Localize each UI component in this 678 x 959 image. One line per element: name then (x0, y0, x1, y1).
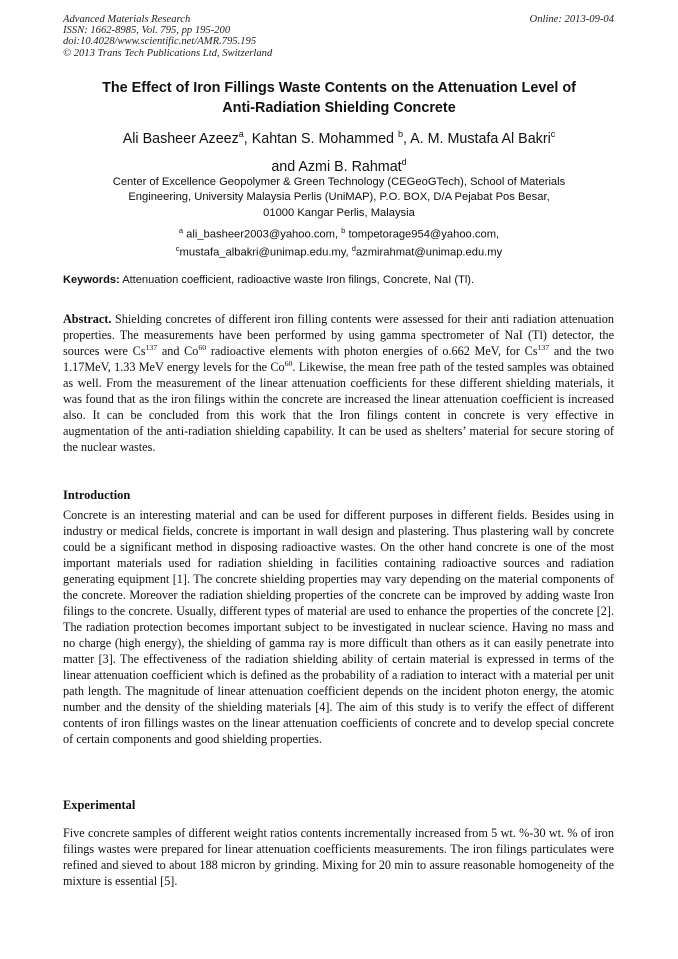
email-c: mustafa_albakri@unimap.edu.my, (179, 246, 352, 259)
superscript: 137 (537, 342, 550, 352)
title-line: Anti-Radiation Shielding Concrete (222, 99, 456, 116)
email-d: azmirahmat@unimap.edu.my (355, 246, 503, 259)
email-mark: d (351, 244, 356, 254)
email-mark: a (178, 226, 184, 235)
email-a: ali_basheer2003@yahoo.com, (186, 228, 342, 241)
superscript: 137 (145, 342, 158, 352)
email-line (64, 224, 614, 242)
superscript: 60 (284, 358, 293, 368)
copyright: © 2013 Trans Tech Publications Ltd, Switzerland (63, 47, 273, 59)
author-emails (64, 224, 614, 260)
author-name: Kahtan S. Mohammed (251, 130, 394, 147)
introduction-heading: Introduction (63, 488, 131, 502)
author-mark: d (401, 156, 407, 167)
abstract-text: Shielding concretes of different iron filling contents were assessed for their anti radiation attenuation properties. The measurements have been performed by using gamma spectrometer of NaI (Tl) detector, the sources were Cs (63, 312, 614, 358)
email-mark: b (341, 226, 346, 235)
affiliation-line: Engineering, University Malaysia Perlis (UniMAP), P.O. BOX, D/A Pejabat Pos Besar, (128, 191, 550, 204)
running-header (63, 14, 614, 59)
author-separator: , (402, 130, 411, 147)
abstract-text: and Co (157, 344, 199, 358)
introduction-body: Concrete is an interesting material and can be used for different purposes in different fields. Besides using in industry or medical fields, concrete is important in wall design and plastering. Thus plastering wall by concrete could be a significant method in disposing radioactive wastes. On the other hand concrete is one of the most important materials used for radiation shielding in facilities containing radioactive sources and radiation generating equipment [1]. The concrete shielding properties may vary depending on the material components of the concrete. Moreover the radiation shielding properties of the concrete can be improved by adding waste Iron filings to the concrete. Usually, different types of material are used to enhance the properties of the concrete [2]. The radiation protection becomes important subject to be investigated in nuclear science. Having no mass and no charge (high energy), the shielding of gamma ray is more difficult than others as it can easily penetrate into matter [3]. The effectiveness of the radiation shielding ability of certain material is expressed in terms of the linear attenuation coefficient which is defined as the probability of a radiation to interact with a material per unit path length. The magnitude of linear attenuation coefficient depends on the incident photon energy, the atomic number and the density of the shielding materials [4]. The aim of this study is to verify the effect of different contents of iron fillings wastes on the linear attenuation coefficients of concrete and to develop special concrete of certain components and good shielding properties. (63, 508, 614, 746)
experimental-heading: Experimental (63, 798, 136, 812)
author-mark: b (397, 129, 403, 139)
author-name: Azmi B. Rahmat (298, 158, 402, 175)
author-mark: a (238, 129, 244, 139)
affiliation-line: Center of Excellence Geopolymer & Green Technology (CEGeoGTech), School of Materials (112, 176, 566, 188)
keywords (63, 273, 614, 287)
author-name: A. M. Mustafa Al Bakri (410, 130, 551, 147)
doi: doi:10.4028/www.scientific.net/AMR.795.195 (63, 36, 257, 48)
abstract-text: . Likewise, the mean free path of the tested samples was obtained as well. From the measurement of the linear attenuation coefficients for these different shielding materials, it was found that as the iron filings within the concrete are increased the linear attenuation coefficient is increased also. It can be concluded from this work that the Iron filings content in concrete is very effective in augmentation of the anti-radiation shielding capability. It can be used as shelters’ material for secure storing of the nuclear wastes. (63, 360, 614, 454)
journal-name: Advanced Materials Research (63, 14, 191, 25)
author-line (56, 123, 622, 151)
email-mark: c (175, 244, 180, 254)
abstract-text: and the two 1.17MeV, 1.33 MeV energy levels for the Co (63, 344, 614, 374)
keywords-label: Keywords: (63, 274, 120, 286)
superscript: 60 (198, 342, 207, 352)
affiliation (64, 175, 614, 221)
author-separator: and (271, 158, 299, 175)
abstract-label: Abstract. (63, 312, 112, 326)
author-separator: , (243, 130, 252, 147)
online-date: Online: 2013-09-04 (529, 14, 614, 25)
author-list (56, 123, 622, 179)
issn-volume: ISSN: 1662-8985, Vol. 795, pp 195-200 (63, 25, 231, 37)
author-mark: c (550, 129, 556, 139)
abstract (63, 311, 614, 455)
author-name: Ali Basheer Azeez (122, 130, 239, 147)
keywords-text: Attenuation coefficient, radioactive waste Iron filings, Concrete, NaI (Tl). (122, 274, 475, 286)
email-line (64, 242, 614, 260)
title-line: The Effect of Iron Fillings Waste Contents on the Attenuation Level of (102, 80, 576, 96)
experimental-body: Five concrete samples of different weight ratios contents incrementally increased from 5 wt. %-30 wt. % of iron filings wastes were prepared for linear attenuation coefficients measurements. The iron filings particulates were refined and sieved to about 188 micron by grinding. Mixing for 20 min to assure reasonable homogeneity of the mixture is essential [5]. (63, 826, 614, 888)
abstract-text: radioactive elements with photon energies of o.662 MeV, for Cs (206, 344, 538, 358)
affiliation-line: 01000 Kangar Perlis, Malaysia (263, 206, 415, 219)
email-b: tompetorage954@yahoo.com, (348, 228, 500, 241)
paper-title (56, 79, 622, 118)
